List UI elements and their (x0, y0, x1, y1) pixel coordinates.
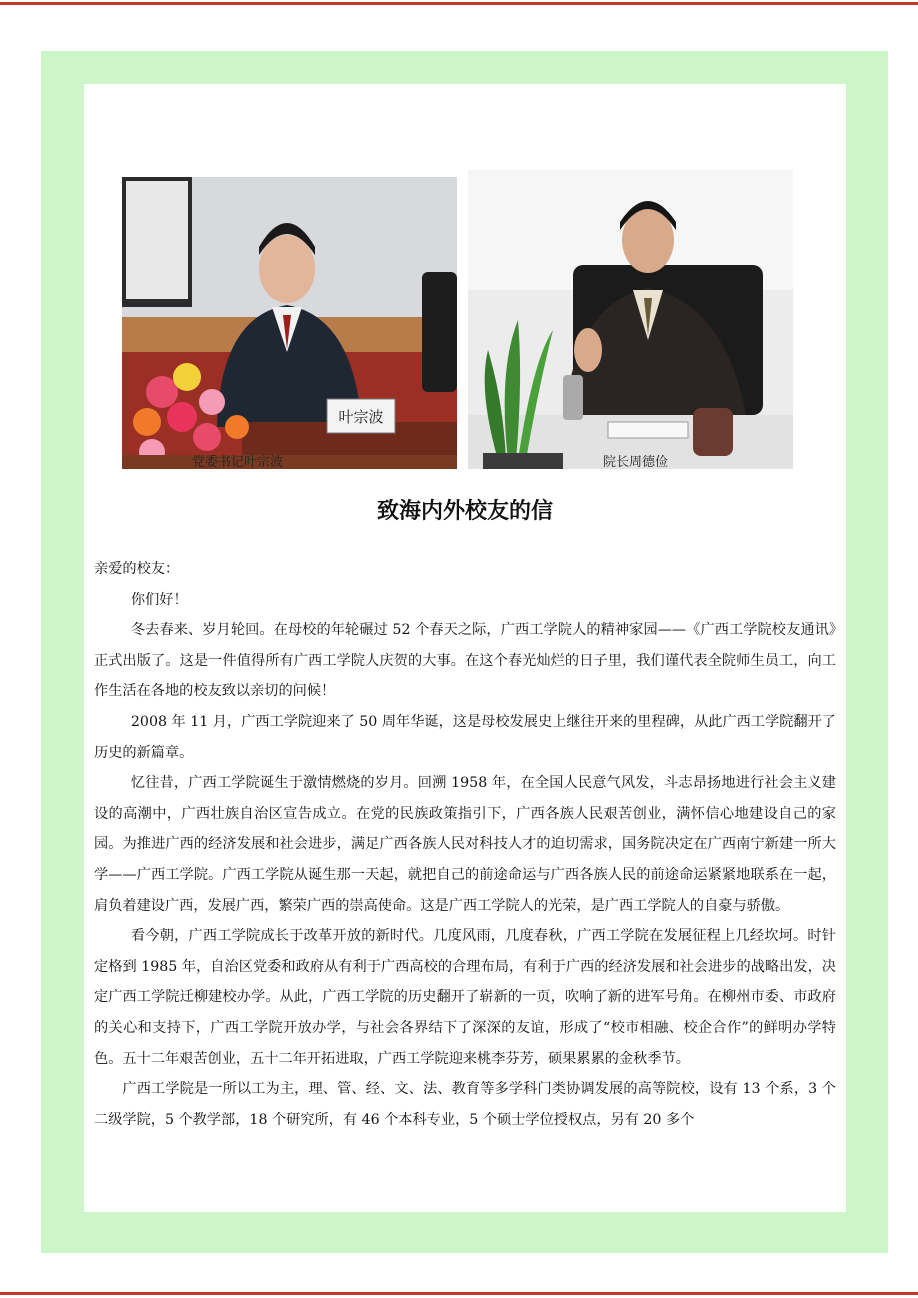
letter-body (94, 554, 836, 1135)
bottom-rule (0, 1292, 918, 1295)
photo-caption-left: 党委书记叶宗波 (192, 455, 284, 469)
paragraph-4: 看今朝，广西工学院成长于改革开放的新时代。几度风雨，几度春秋，广西工学院在发展征程上几经坎坷。时针定格到 1985 年，自治区党委和政府从有利于广西高校的合理布局，有利于广西的经济发展和社会进步的战略出发，决定广西工学院迁柳建校办学。从此，广西工学院的历史翻开了崭新的一页，吹响了新的进军号角。在柳州市委、市政府的关心和支持下，广西工学院开放办学，与社会各界结下了深深的友谊，形成了“校市相融、校企合作”的鲜明办学特色。五十二年艰苦创业，五十二年开拓进取，广西工学院迎来桃李芬芳，硕果累累的金秋季节。 (94, 928, 836, 1067)
paragraph-5: 广西工学院是一所以工为主，理、管、经、文、法、教育等多学科门类协调发展的高等院校，设有 13 个系，3 个二级学院，5 个教学部，18 个研究所，有 46 个本科专业，5 个硕士学位授权点，另有 20 多个 (94, 1081, 836, 1128)
photo-party-secretary-image (122, 177, 457, 469)
page-title: 致海内外校友的信 (376, 499, 553, 524)
photo-party-secretary (122, 177, 457, 469)
paragraph-2: 2008 年 11 月，广西工学院迎来了 50 周年华诞，这是母校发展史上继往开来的里程碑，从此广西工学院翻开了历史的新篇章。 (94, 713, 836, 761)
document-sheet (84, 84, 846, 1212)
nameplate-text: 叶宗波 (338, 408, 384, 426)
photo-president (468, 170, 793, 469)
paragraph-3: 忆往昔，广西工学院诞生于激情燃烧的岁月。回溯 1958 年，在全国人民意气风发，斗志昂扬地进行社会主义建设的高潮中，广西壮族自治区宣告成立。在党的民族政策指引下，广西各族人民艰苦创业，满怀信心地建设自己的家园。为推进广西的经济发展和社会进步，满足广西各族人民对科技人才的迫切需求，国务院决定在广西南宁新建一所大学——广西工学院。广西工学院从诞生那一天起，就把自己的前途命运与广西各族人民的前途命运紧紧地联系在一起，肩负着建设广西，发展广西，繁荣广西的崇高使命。这是广西工学院人的光荣，是广西工学院人的自豪与骄傲。 (94, 775, 836, 914)
salutation: 亲爱的校友： (94, 561, 180, 577)
photo-caption-right: 院长周德俭 (603, 455, 669, 469)
photo-president-image (468, 170, 793, 469)
paragraph-1: 冬去春来、岁月轮回。在母校的年轮碾过 52 个春天之际，广西工学院人的精神家园——《广西工学院校友通讯》正式出版了。这是一件值得所有广西工学院人庆贺的大事。在这个春光灿烂的日子里，我们谨代表全院师生员工，向工作生活在各地的校友致以亲切的问候！ (94, 622, 836, 700)
top-rule (0, 2, 918, 5)
greeting: 你们好！ (130, 591, 188, 608)
